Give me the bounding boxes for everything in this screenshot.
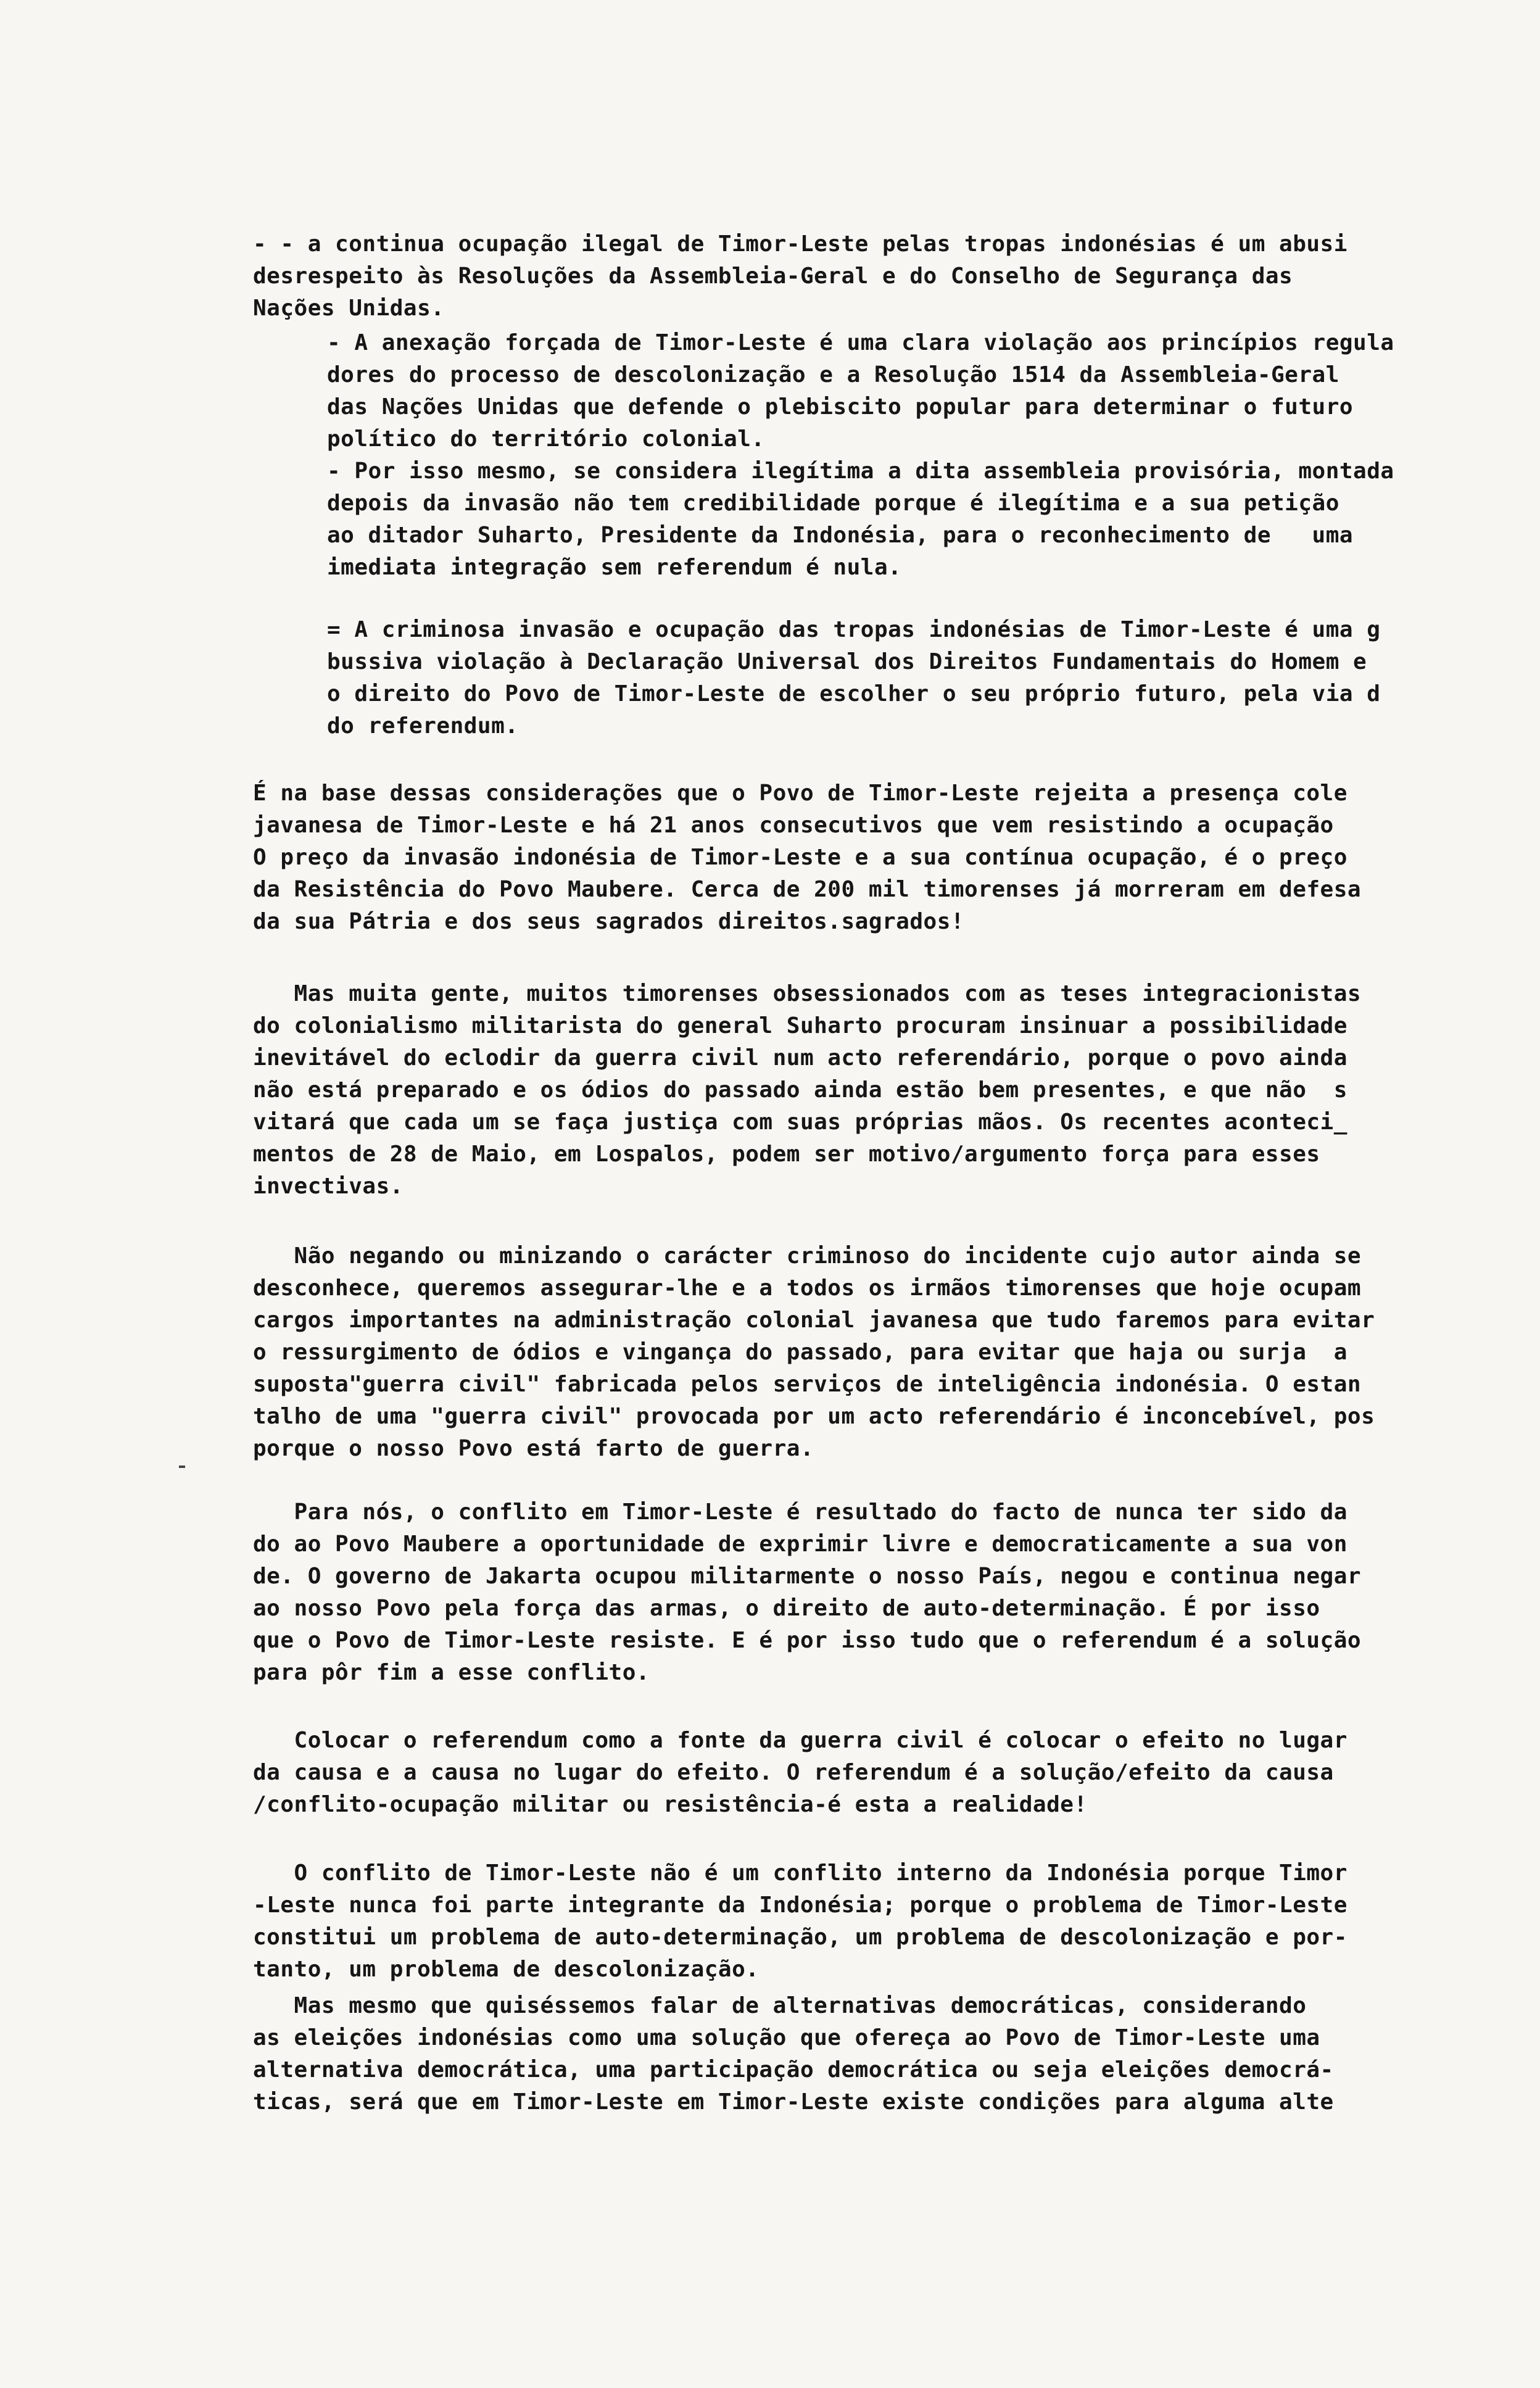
- para-4-line: de. O governo de Jakarta ocupou militarmente o nosso País, negou e continua negar: [253, 1564, 1362, 1589]
- para-2-line: do colonialismo militarista do general Suharto procuram insinuar a possibilidade: [253, 1013, 1348, 1039]
- para-4-line: ao nosso Povo pela força das armas, o direito de auto-determinação. É por isso: [253, 1596, 1320, 1621]
- para-1-line: da Resistência do Povo Maubere. Cerca de 200 mil timorenses já morreram em defesa: [253, 877, 1362, 902]
- bullet-2-line: - A anexação forçada de Timor-Leste é uma clara violação aos princípios regula: [327, 330, 1394, 355]
- para-3-line: Não negando ou minizando o carácter criminoso do incidente cujo autor ainda se: [253, 1243, 1362, 1269]
- para-2-line: invectivas.: [253, 1174, 404, 1199]
- bullet-3-line: bussiva violação à Declaração Universal dos Direitos Fundamentais do Homem e: [327, 649, 1367, 674]
- bullet-1-line: Nações Unidas.: [253, 296, 445, 321]
- para-2-line: não está preparado e os ódios do passado ainda estão bem presentes, e que não s: [253, 1077, 1348, 1103]
- para-6-line: tanto, um problema de descolonização.: [253, 1957, 760, 1982]
- bullet-2-line: dores do processo de descolonização e a Resolução 1514 da Assembleia-Geral: [327, 362, 1339, 388]
- para-3-line: talho de uma "guerra civil" provocada por um acto referendário é inconcebível, pos: [253, 1404, 1375, 1429]
- bullet-2-line: político do território colonial.: [327, 426, 765, 452]
- para-1-line: javanesa de Timor-Leste e há 21 anos consecutivos que vem resistindo a ocupação: [253, 813, 1334, 838]
- bullet-3-line: = A criminosa invasão e ocupação das tropas indonésias de Timor-Leste é uma g: [327, 617, 1381, 642]
- bullet-2-line: ao ditador Suharto, Presidente da Indonésia, para o reconhecimento de uma: [327, 523, 1354, 548]
- para-1-line: É na base dessas considerações que o Povo de Timor-Leste rejeita a presença cole: [253, 781, 1348, 806]
- para-4-line: que o Povo de Timor-Leste resiste. E é por isso tudo que o referendum é a solução: [253, 1628, 1362, 1653]
- bullet-3-line: o direito do Povo de Timor-Leste de escolher o seu próprio futuro, pela via d: [327, 681, 1381, 707]
- para-3-line: porque o nosso Povo está farto de guerra.: [253, 1436, 814, 1461]
- para-3-line: cargos importantes na administração colonial javanesa que tudo faremos para evitar: [253, 1308, 1375, 1333]
- para-7-line: Mas mesmo que quiséssemos falar de alternativas democráticas, considerando: [253, 1993, 1307, 2018]
- para-3-line: desconhece, queremos assegurar-lhe e a todos os irmãos timorenses que hoje ocupam: [253, 1275, 1362, 1301]
- para-7-line: as eleições indonésias como uma solução que ofereça ao Povo de Timor-Leste uma: [253, 2025, 1320, 2050]
- para-2-line: mentos de 28 de Maio, em Lospalos, podem ser motivo/argumento força para esses: [253, 1142, 1320, 1167]
- bullet-2-line: - Por isso mesmo, se considera ilegítima a dita assembleia provisória, montada: [327, 458, 1394, 484]
- scan-mark: [179, 1466, 185, 1468]
- para-5-line: da causa e a causa no lugar do efeito. O referendum é a solução/efeito da causa: [253, 1760, 1334, 1785]
- para-4-line: Para nós, o conflito em Timor-Leste é resultado do facto de nunca ter sido da: [253, 1499, 1348, 1525]
- para-1-line: O preço da invasão indonésia de Timor-Leste e a sua contínua ocupação, é o preço: [253, 845, 1348, 870]
- para-1-line: da sua Pátria e dos seus sagrados direitos.sagrados!: [253, 909, 965, 934]
- para-2-line: vitará que cada um se faça justiça com suas próprias mãos. Os recentes aconteci_: [253, 1109, 1348, 1135]
- bullet-2-line: das Nações Unidas que defende o plebiscito popular para determinar o futuro: [327, 394, 1354, 420]
- para-6-line: O conflito de Timor-Leste não é um conflito interno da Indonésia porque Timor: [253, 1860, 1348, 1886]
- bullet-3-line: do referendum.: [327, 713, 519, 739]
- bullet-2-line: imediata integração sem referendum é nula.: [327, 555, 902, 580]
- bullet-1-line: - - a continua ocupação ilegal de Timor-Leste pelas tropas indonésias é um abusi: [253, 231, 1348, 257]
- para-6-line: -Leste nunca foi parte integrante da Indonésia; porque o problema de Timor-Leste: [253, 1893, 1348, 1918]
- para-3-line: o ressurgimento de ódios e vingança do passado, para evitar que haja ou surja a: [253, 1340, 1348, 1365]
- para-3-line: suposta"guerra civil" fabricada pelos serviços de inteligência indonésia. O estan: [253, 1372, 1362, 1397]
- para-5-line: Colocar o referendum como a fonte da guerra civil é colocar o efeito no lugar: [253, 1728, 1348, 1753]
- para-5-line: /conflito-ocupação militar ou resistência-é esta a realidade!: [253, 1792, 1088, 1817]
- para-2-line: inevitável do eclodir da guerra civil num acto referendário, porque o povo ainda: [253, 1045, 1348, 1071]
- para-4-line: do ao Povo Maubere a oportunidade de exprimir livre e democraticamente a sua von: [253, 1532, 1348, 1557]
- para-7-line: ticas, será que em Timor-Leste em Timor-Leste existe condições para alguma alte: [253, 2089, 1334, 2115]
- para-2-line: Mas muita gente, muitos timorenses obsessionados com as teses integracionistas: [253, 981, 1362, 1006]
- para-7-line: alternativa democrática, uma participação democrática ou seja eleições democrá-: [253, 2057, 1334, 2083]
- para-6-line: constitui um problema de auto-determinação, um problema de descolonização e por-: [253, 1925, 1348, 1950]
- bullet-1-line: desrespeito às Resoluções da Assembleia-Geral e do Conselho de Segurança das: [253, 263, 1293, 289]
- bullet-2-line: depois da invasão não tem credibilidade porque é ilegítima e a sua petição: [327, 491, 1339, 516]
- para-4-line: para pôr fim a esse conflito.: [253, 1660, 650, 1685]
